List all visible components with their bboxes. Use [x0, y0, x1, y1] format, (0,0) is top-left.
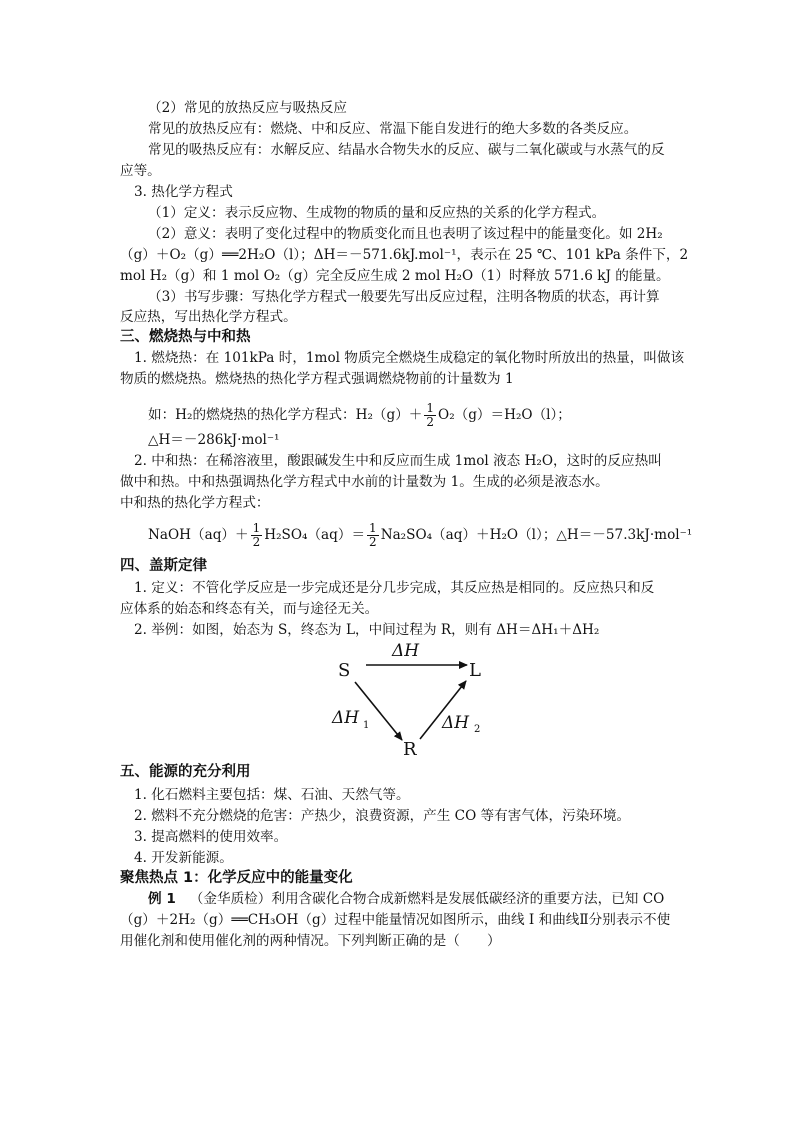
equation-line	[148, 402, 571, 429]
equation-text: O₂（g）＝H₂O（l）；	[438, 407, 571, 423]
fraction	[367, 522, 379, 549]
text-line: 2. 举例：如图，始态为 S，终态为 L，中间过程为 R，则有 ΔH＝ΔH₁＋ΔH₂	[134, 622, 600, 638]
text-line: 2. 中和热：在稀溶液里，酸跟碱发生中和反应而生成 1mol 液态 H₂O，这时的反应热叫	[134, 453, 662, 469]
text-line: （2）常见的放热反应与吸热反应	[148, 100, 347, 116]
fraction-numerator: 1	[369, 521, 377, 535]
arrow-s-to-r	[355, 682, 402, 740]
delta-h2-subscript: 2	[474, 724, 481, 735]
text-line: 2. 燃料不充分燃烧的危害：产热少，浪费资源，产生 CO 等有害气体，污染环境。	[134, 808, 631, 824]
section-heading: 聚焦热点 1：化学反应中的能量变化	[120, 870, 353, 886]
text-line: 中和热的热化学方程式：	[120, 495, 270, 511]
text-line: （3）书写步骤：写热化学方程式一般要先写出反应过程，注明各物质的状态，再计算	[148, 289, 660, 305]
text-line: mol H₂（g）和 1 mol O₂（g）完全反应生成 2 mol H₂O（1）时释放 571.6 kJ 的能量。	[120, 268, 670, 284]
fraction	[251, 522, 263, 549]
text-line: △H＝－286kJ·mol⁻¹	[148, 432, 280, 448]
fraction-numerator: 1	[252, 521, 261, 535]
hess-law-diagram	[330, 636, 500, 766]
text-line: （1）定义：表示反应物、生成物的物质的量和反应热的关系的化学方程式。	[148, 205, 606, 221]
delta-h-label: ΔH	[392, 641, 420, 661]
fraction-denominator: 2	[369, 535, 377, 549]
text-line: 1. 燃烧热：在 101kPa 时，1mol 物质完全燃烧生成稳定的氧化物时所放出的热量，叫做该	[134, 350, 685, 366]
text-line: （2）意义：表明了变化过程中的物质变化而且也表明了该过程中的能量变化。如 2H₂	[148, 226, 663, 242]
fraction-denominator: 2	[252, 535, 261, 549]
delta-h1-subscript: 1	[363, 720, 370, 731]
text-line: （g）＋O₂（g）══2H₂O（l）；ΔH＝－571.6kJ.mol⁻¹，表示在 25 ℃、101 kPa 条件下，2	[120, 247, 689, 263]
text-line: 应体系的始态和终态有关，而与途径无关。	[120, 601, 379, 617]
text-line: 用催化剂和使用催化剂的两种情况。下列判断正确的是（ ）	[120, 933, 501, 949]
section-heading: 五、能源的充分利用	[120, 764, 251, 780]
node-r: R	[403, 739, 417, 760]
text-line: 反应热，写出热化学方程式。	[120, 309, 297, 325]
node-s: S	[338, 660, 351, 681]
example-text: （金华质检）利用含碳化合物合成新燃料是发展低碳经济的重要方法，已知 CO	[189, 891, 665, 907]
equation-text: NaOH（aq）＋	[148, 527, 249, 543]
text-line	[148, 889, 664, 909]
text-line: 4. 开发新能源。	[134, 850, 233, 866]
delta-h2-label: ΔH	[442, 713, 470, 733]
fraction-denominator: 2	[426, 415, 435, 429]
text-line: 3. 热化学方程式	[134, 184, 233, 200]
text-line: 3. 提高燃料的使用效率。	[134, 829, 288, 845]
node-l: L	[469, 660, 481, 681]
text-line: 常见的放热反应有：燃烧、中和反应、常温下能自发进行的绝大多数的各类反应。	[148, 121, 638, 137]
text-line: 1. 定义：不管化学反应是一步完成还是分几步完成，其反应热是相同的。反应热只和反	[134, 580, 655, 596]
text-line: 做中和热。中和热强调热化学方程式中水前的计量数为 1。生成的必须是液态水。	[120, 474, 609, 490]
fraction-numerator: 1	[426, 401, 435, 415]
equation-text: Na₂SO₄（aq）＋H₂O（l）；△H＝－57.3kJ·mol⁻¹	[380, 527, 693, 543]
text-line: 应等。	[120, 163, 161, 179]
equation-text: H₂SO₄（aq）＝	[264, 527, 366, 543]
text-line: 常见的吸热反应有：水解反应、结晶水合物失水的反应、碳与二氧化碳或与水蒸气的反	[148, 142, 665, 158]
example-label: 例 1	[148, 891, 176, 907]
text-line: 1. 化石燃料主要包括：煤、石油、天然气等。	[134, 787, 410, 803]
text-line: 物质的燃烧热。燃烧热的热化学方程式强调燃烧物前的计量数为 1	[120, 371, 514, 387]
equation-line	[148, 522, 692, 549]
text-line: （g）＋2H₂（g）══CH₃OH（g）过程中能量情况如图所示，曲线 I 和曲线Ⅱ分别表示不使	[120, 912, 671, 928]
equation-text: 如：H₂的燃烧热的热化学方程式：H₂（g）＋	[148, 407, 423, 423]
section-heading: 三、燃烧热与中和热	[120, 329, 251, 345]
delta-h1-label: ΔH	[332, 708, 360, 728]
fraction	[424, 402, 436, 429]
section-heading: 四、盖斯定律	[120, 558, 207, 574]
